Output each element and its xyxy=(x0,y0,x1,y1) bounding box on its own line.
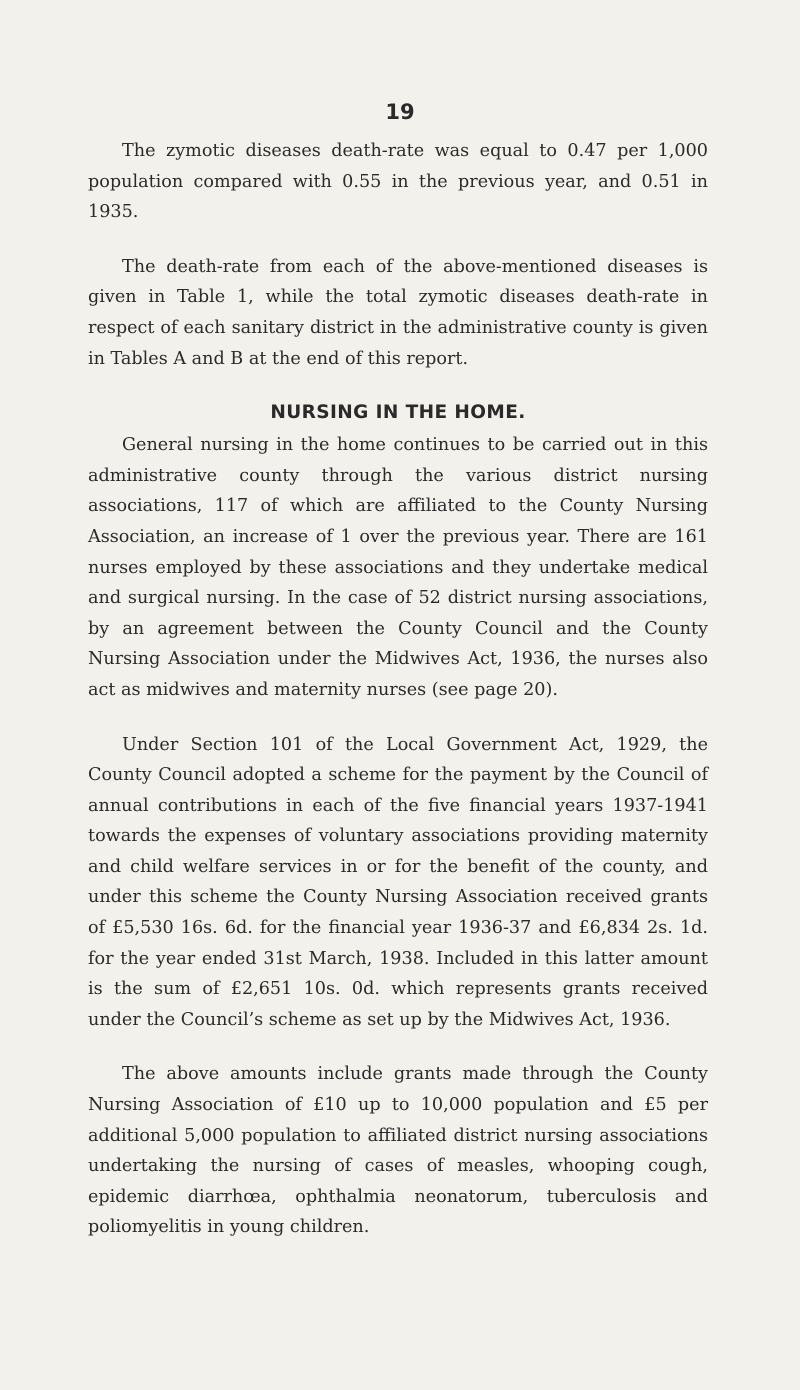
page-content xyxy=(88,136,708,1243)
paragraph-zymotic-rate: The zymotic diseases death-rate was equal to 0.47 per 1,000 population compared with 0.55 in the previous year, and 0.51 in 1935. xyxy=(88,141,708,223)
paragraph-grants: The above amounts include grants made through the County Nursing Association of £10 up to 10,000 population and £5 per additional 5,000 population to affiliated district nursing associations undertaking the nursing of cases of measles, whooping cough, epidemic diarrhœa, ophthalmia neonatorum, tuberculosis and poliomyelitis in young children. xyxy=(88,1064,708,1238)
paragraph-general-nursing: General nursing in the home continues to be carried out in this administrative county through the various district nursing associations, 117 of which are affiliated to the County Nursing Association, an increase of 1 over the previous year. There are 161 nurses employed by these associations and they undertake medical and surgical nursing. In the case of 52 district nursing associations, by an agreement between the County Council and the County Nursing Association under the Midwives Act, 1936, the nurses also act as midwives and maternity nurses (see page 20). xyxy=(88,435,708,700)
paragraph-section-101: Under Section 101 of the Local Government Act, 1929, the County Council adopted a scheme for the payment by the Council of annual contributions in each of the five financial years 1937-1941 towards the expenses of voluntary associations providing maternity and child welfare services in or for the benefit of the county, and under this scheme the County Nursing Association received grants of £5,530 16s. 6d. for the financial year 1936-37 and £6,834 2s. 1d. for the year ended 31st March, 1938. Included in this latter amount is the sum of £2,651 10s. 0d. which represents grants received under the Council’s scheme as set up by the Midwives Act, 1936. xyxy=(88,734,708,1030)
paragraph-death-rate-tables: The death-rate from each of the above-mentioned diseases is given in Table 1, while the total zymotic diseases death-rate in respect of each sanitary district in the administrative county is given in Tables A and B at the end of this report. xyxy=(88,256,708,369)
section-heading: NURSING IN THE HOME. xyxy=(270,402,526,424)
page-number: 19 xyxy=(385,100,415,124)
